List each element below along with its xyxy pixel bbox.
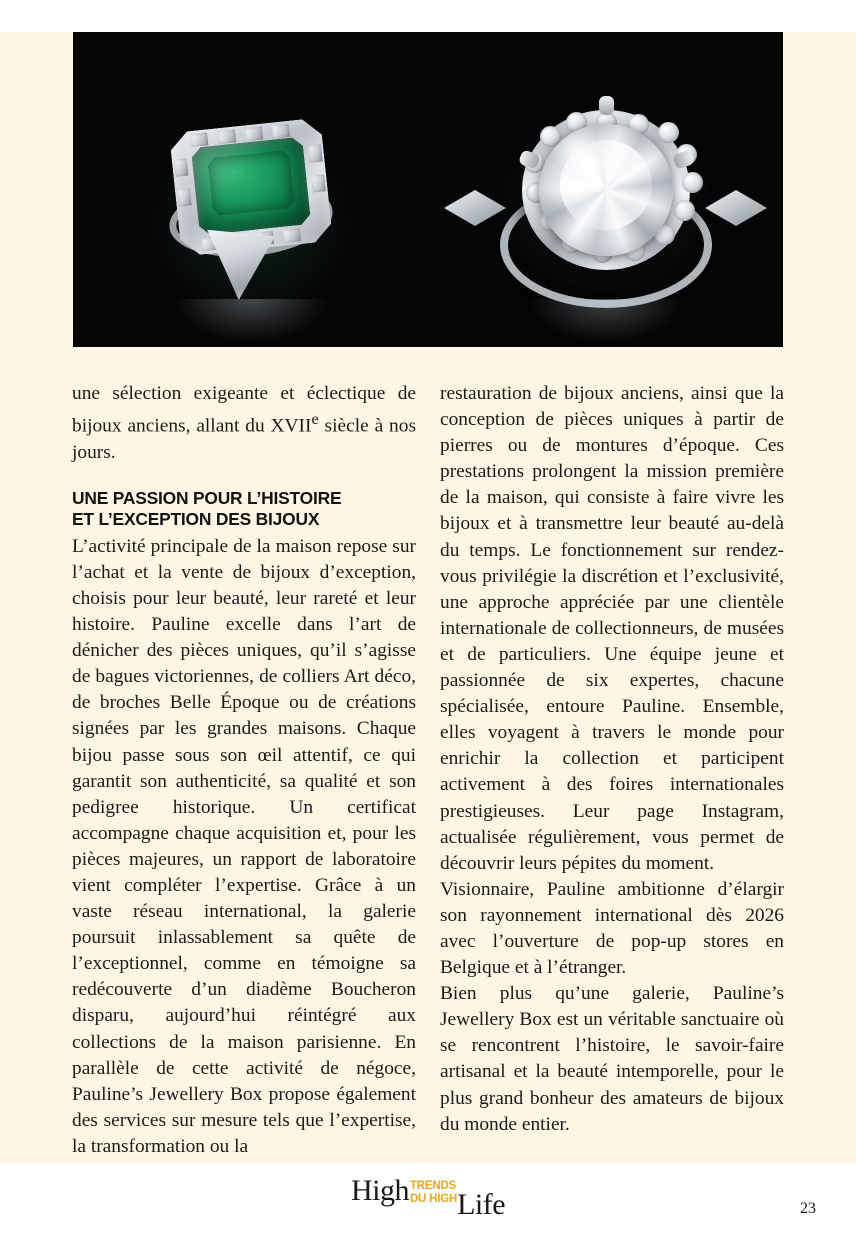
section-heading-line-2: ET L’EXCEPTION DES BIJOUX xyxy=(72,509,320,530)
logo-word-high: High xyxy=(350,1174,409,1207)
logo-accent-du-high: DU HIGH xyxy=(409,1192,458,1205)
left-column xyxy=(72,381,416,1160)
left-body-paragraph: L’activité principale de la maison repose sur l’achat et la vente de bijoux d’exception, choisis pour leur beauté, leur rareté et leur histoire. Pauline excelle dans l’art de dénicher des pièces uniques, qu’il s’agisse de bagues victoriennes, de colliers Art déco, de broches Belle Époque ou de créations signées par les grandes maisons. Chaque bijou passe sous son œil attentif, ce qui garantit son authenticité, sa qualité et son pedigree historique. Un certificat accompagne chaque acquisition et, pour les pièces majeures, un rapport de laboratoire vient compléter l’expertise. Grâce à un vaste réseau international, la galerie poursuit inlassablement sa quête de l’exceptionnel, comme en témoigne sa redécouverte d’un diadème Boucheron disparu, aujourd’hui réintégré aux collections de la maison parisienne. En parallèle de cette activité de négoce, Pauline’s Jewellery Box propose également des services sur mesure tels que l’expertise, la transformation ou la xyxy=(72,535,416,1157)
emerald-table-facet xyxy=(207,150,295,216)
article-columns xyxy=(72,381,784,1157)
emerald-reflection xyxy=(176,299,326,341)
trilliant-diamond xyxy=(202,227,278,302)
page-footer xyxy=(0,1176,856,1232)
diamond-shoulder-left xyxy=(444,190,506,226)
diamond-prong-top xyxy=(599,96,614,115)
section-heading-line-1: UNE PASSION POUR L’HISTOIRE xyxy=(72,487,342,508)
right-paragraph-1: restauration de bijoux anciens, ainsi que la conception de pièces uniques à partir de pierres ou de montures d’époque. Ces prestations prolongent la mission première de la maison, qui consiste à faire vivre les bijoux et à transmettre leur beauté au-delà du temps. Le fonctionnement sur rendez-vous privilégie la discrétion et l’exclusivité, une approche appréciée par une clientèle internationale de collectionneurs, de musées et de particuliers. Une équipe jeune et passionnée de six expertes, chacune spécialisée, entoure Pauline. Ensemble, elles voyagent à travers le monde pour enrichir la collection et participent activement à des foires internationales prestigieuses. Leur page Instagram, actualisée régulièrement, vous permet de découvrir leurs pépites du moment. xyxy=(440,383,784,874)
right-paragraph-3: Bien plus qu’une galerie, Pauline’s Jewellery Box est un véritable sanctuaire où se rencontrent l’histoire, le savoir-faire artisanal et la beauté intemporelle, pour le plus grand bonheur des amateurs de bijoux du monde entier. xyxy=(440,983,784,1135)
section-heading xyxy=(72,488,416,531)
emerald-ring-photo xyxy=(73,32,428,347)
logo-accent-block xyxy=(410,1176,457,1205)
diamond-facet-pattern xyxy=(560,140,652,230)
diamond-ring-photo xyxy=(428,32,783,347)
logo-word-life: Life xyxy=(457,1188,506,1221)
page-number: 23 xyxy=(800,1200,816,1217)
magazine-logo xyxy=(351,1176,505,1220)
century-superscript: e xyxy=(311,411,319,429)
diamond-shoulder-right xyxy=(705,190,767,226)
logo-accent-trends: TRENDS xyxy=(409,1180,457,1192)
photo-band xyxy=(73,32,783,347)
right-paragraph-2: Visionnaire, Pauline ambitionne d’élargir son rayonnement international dès 2026 avec l’ouverture de pop-up stores en Belgique et à l’étranger. xyxy=(440,878,784,979)
right-column xyxy=(440,381,784,1138)
intro-text: une sélection exigeante et éclectique de bijoux anciens, allant du XVII xyxy=(72,383,416,437)
intro-paragraph xyxy=(72,381,416,466)
intro-rest: siècle à nos jours. xyxy=(72,415,416,463)
